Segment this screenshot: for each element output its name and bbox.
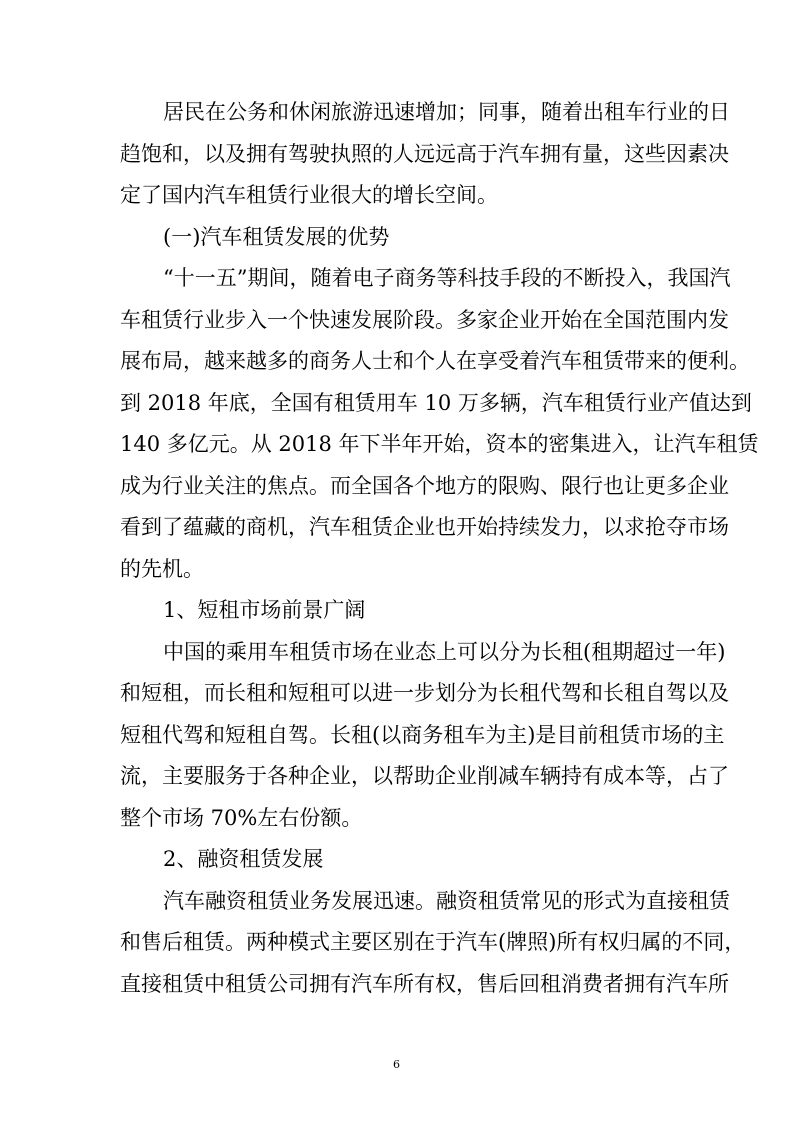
text-line: 2、融资租赁发展: [163, 847, 324, 871]
text-line: 整个市场 70%左右份额。: [120, 805, 363, 830]
text-line: 140 多亿元。从 2018 年下半年开始，资本的密集进入，让汽车租赁: [120, 432, 759, 456]
text-line: 汽车融资租赁业务发展迅速。融资租赁常见的形式为直接租赁: [163, 888, 730, 913]
text-line: 和短租，而长租和短租可以进一步划分为长租代驾和长租自驾以及: [120, 681, 729, 705]
text-line: (一)汽车租赁发展的优势: [163, 224, 390, 249]
text-line: 看到了蕴藏的商机，汽车租赁企业也开始持续发力，以求抢夺市场: [120, 515, 729, 539]
text-line: 到 2018 年底，全国有租赁用车 10 万多辆，汽车租赁行业产值达到: [120, 390, 752, 415]
text-line: 中国的乘用车租赁市场在业态上可以分为长租(租期超过一年): [163, 639, 726, 664]
text-line: 定了国内汽车租赁行业很大的增长空间。: [120, 183, 498, 207]
text-line: 短租代驾和短租自驾。长租(以商务租车为主)是目前租赁市场的主: [120, 722, 725, 747]
text-line: 趋饱和，以及拥有驾驶执照的人远远高于汽车拥有量，这些因素决: [120, 141, 729, 166]
text-line: 和售后租赁。两种模式主要区别在于汽车(牌照)所有权归属的不同，: [120, 930, 746, 954]
text-line: 1、短租市场前景广阔: [163, 598, 366, 622]
text-line: 居民在公务和休闲旅游迅速增加；同事，随着出租车行业的日: [163, 100, 730, 124]
text-line: 车租赁行业步入一个快速发展阶段。多家企业开始在全国范围内发: [120, 307, 729, 332]
page-number: 6: [393, 1058, 400, 1071]
text-line: 展布局，越来越多的商务人士和个人在享受着汽车租赁带来的便利。: [120, 349, 750, 373]
text-line: 成为行业关注的焦点。而全国各个地方的限购、限行也让更多企业: [120, 473, 729, 498]
text-line: 流，主要服务于各种企业，以帮助企业削减车辆持有成本等，占了: [120, 764, 729, 788]
text-line: 直接租赁中租赁公司拥有汽车所有权，售后回租消费者拥有汽车所: [120, 971, 729, 996]
text-line: “十一五”期间，随着电子商务等科技手段的不断投入，我国汽: [163, 266, 731, 290]
text-line: 的先机。: [120, 556, 204, 581]
